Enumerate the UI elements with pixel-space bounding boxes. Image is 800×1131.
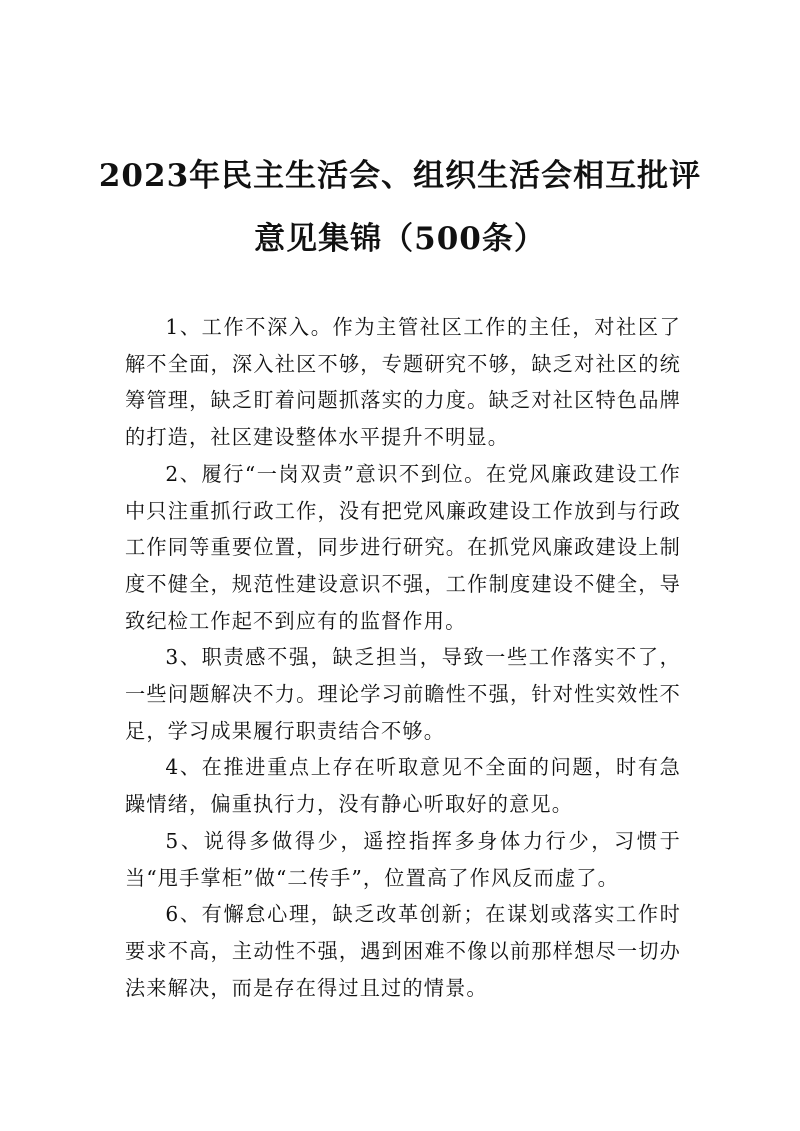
document-body bbox=[125, 309, 681, 1006]
paragraph-5: 5、说得多做得少，遥控指挥多身体力行少，习惯于当“甩手掌柜”做“二传手”，位置高了作风反而虚了。 bbox=[125, 828, 681, 890]
paragraph-3: 3、职责感不强，缺乏担当，导致一些工作落实不了，一些问题解决不力。理论学习前瞻性不强，针对性实效性不足，学习成果履行职责结合不够。 bbox=[125, 645, 681, 743]
paragraph-6: 6、有懈怠心理，缺乏改革创新；在谋划或落实工作时要求不高，主动性不强，遇到困难不像以前那样想尽一切办法来解决，而是存在得过且过的情景。 bbox=[125, 902, 681, 1000]
paragraph-2: 2、履行“一岗双责”意识不到位。在党风廉政建设工作中只注重抓行政工作，没有把党风廉政建设工作放到与行政工作同等重要位置，同步进行研究。在抓党风廉政建设上制度不健全，规范性建设意识不强，工作制度建设不健全，导致纪检工作起不到应有的监督作用。 bbox=[125, 461, 681, 633]
document-title-line-1: 2023年民主生活会、组织生活会相互批评 bbox=[98, 158, 702, 194]
paragraph-1: 1、工作不深入。作为主管社区工作的主任，对社区了解不全面，深入社区不够，专题研究不够，缺乏对社区的统筹管理，缺乏盯着问题抓落实的力度。缺乏对社区特色品牌的打造，社区建设整体水平提升不明显。 bbox=[125, 315, 681, 450]
document-title-line-2: 意见集锦（500条） bbox=[254, 221, 546, 257]
paragraph-4: 4、在推进重点上存在听取意见不全面的问题，时有急躁情绪，偏重执行力，没有静心听取好的意见。 bbox=[125, 755, 681, 817]
